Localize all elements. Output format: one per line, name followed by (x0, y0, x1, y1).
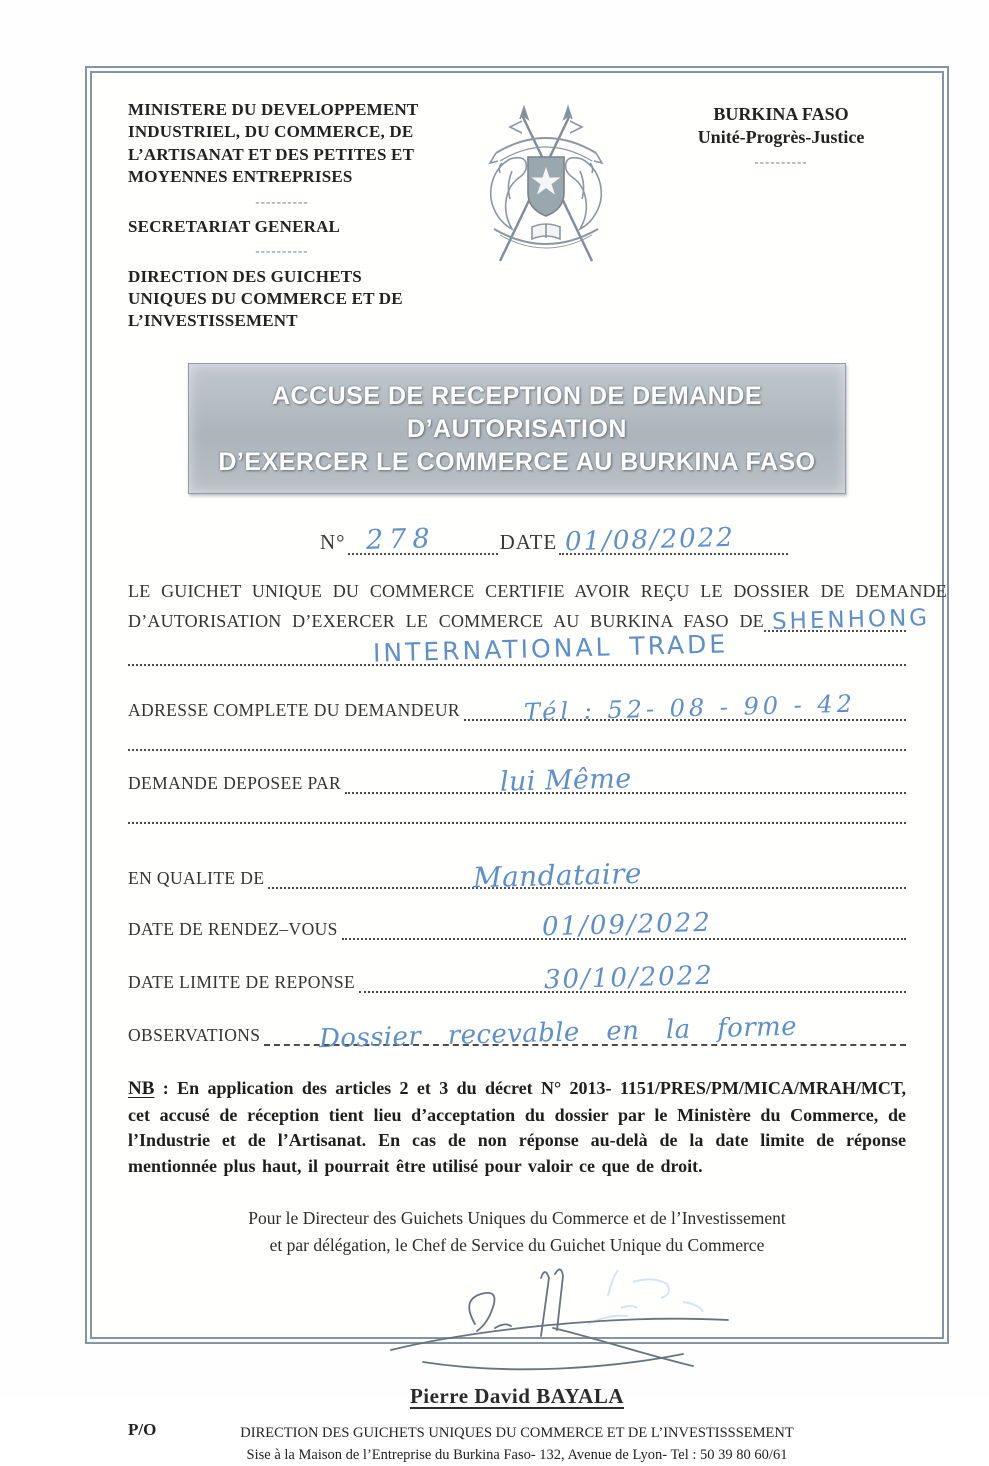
po-initials: P/O (128, 1419, 157, 1439)
field-observations (128, 1011, 906, 1055)
adresse-label: ADRESSE COMPLETE DU DEMANDEUR (128, 699, 460, 720)
numero-dotted-line (348, 522, 498, 556)
demande-deposee-label: DEMANDE DEPOSEE PAR (128, 772, 342, 793)
document-content (92, 73, 947, 1463)
adresse-handwritten-value: Tél : 52- 08 - 90 - 42 (523, 689, 857, 727)
ministry-title: MINISTERE DU DEVELOPPEMENT INDUSTRIEL, DU COMMERCE, DE L’ARTISANAT ET DES PETITES ET MOYENNES ENTREPRISES (128, 100, 419, 187)
certify-line-2-text: D’AUTORISATION D’EXERCER LE COMMERCE AU BURKINA FASO DE (128, 610, 764, 631)
demande-deposee-extra-dotted-line (128, 820, 906, 824)
title-banner (188, 363, 846, 494)
direction-title: DIRECTION DES GUICHETS UNIQUES DU COMMERCE ET DE L’INVESTISSEMENT (128, 266, 403, 331)
date-limite-handwritten-value: 30/10/2022 (543, 960, 715, 996)
qualite-handwritten-value: Mandataire (473, 856, 643, 895)
certify-line-2 (128, 604, 931, 635)
company-dotted-line-1 (764, 604, 931, 635)
field-qualite (128, 856, 906, 895)
date-label: DATE (499, 529, 558, 554)
certify-line-1: LE GUICHET UNIQUE DU COMMERCE CERTIFIE AVOIR REÇU LE DOSSIER DE DEMANDE (128, 580, 947, 601)
document-footer (128, 1419, 906, 1466)
signature-zone (128, 1262, 906, 1390)
closing-line-1: Pour le Directeur des Guichets Uniques du Commerce et de l’Investissement (248, 1208, 786, 1229)
closing-block (128, 1205, 906, 1258)
nb-text: : En application des articles 2 et 3 du décret N° 2013- 1151/PRES/PM/MICA/MRAH/MCT, cet accusé de réception tient lieu d’acceptation du dossier par le Ministère du Commerce, de l’Industrie et de l’Artisanat. En cas de non réponse au-delà de la date limite de réponse mentionnée plus haut, il pourrait être utilisé pour valoir ce que de droit. (128, 1077, 906, 1176)
footer-line-2: Sise à la Maison de l’Entreprise du Burkina Faso- 132, Avenue de Lyon- Tel : 50 39 80 60/61 (246, 1446, 788, 1463)
company-name-handwritten-1: SHENHONG (771, 604, 931, 635)
footer-line-1: DIRECTION DES GUICHETS UNIQUES DU COMMERCE ET DE L’INVESTISSSEMENT (240, 1424, 794, 1441)
qualite-dotted-line (268, 856, 906, 895)
certification-paragraph (128, 580, 947, 668)
observations-label: OBSERVATIONS (128, 1024, 261, 1045)
date-dotted-line (559, 522, 788, 558)
dashed-separator: ---------- (255, 243, 309, 259)
banner-line-1: ACCUSE DE RECEPTION DE DEMANDE D’AUTORISATION (271, 381, 763, 443)
company-dotted-line-2 (128, 629, 906, 668)
signer-name: Pierre David BAYALA (409, 1383, 625, 1408)
header-left-block (128, 99, 436, 335)
field-adresse (128, 689, 906, 727)
closing-line-2: et par délégation, le Chef de Service du Guichet Unique du Commerce (269, 1234, 765, 1255)
country-name: BURKINA FASO (713, 104, 849, 124)
field-demande-deposee (128, 763, 906, 798)
header-right-block (656, 99, 906, 177)
document-header (128, 99, 906, 335)
qualite-label: EN QUALITE DE (128, 867, 265, 888)
rendez-vous-handwritten-value: 01/09/2022 (541, 907, 713, 943)
observations-dashed-line (264, 1011, 906, 1055)
reference-line (318, 522, 788, 558)
rendez-vous-label: DATE DE RENDEZ–VOUS (128, 918, 338, 939)
numero-label: N° (320, 529, 346, 554)
coat-of-arms-icon (466, 101, 626, 271)
adresse-extra-dotted-line (128, 747, 906, 751)
signature-icon (383, 1262, 743, 1390)
nb-label: NB (128, 1077, 155, 1099)
document-border-frame (85, 66, 949, 1463)
coat-of-arms (466, 101, 626, 276)
country-motto: Unité-Progrès-Justice (697, 127, 865, 148)
adresse-dotted-line (464, 689, 906, 727)
company-name-handwritten-2: INTERNATIONAL TRADE (372, 629, 729, 668)
observations-handwritten-value: Dossier recevable en la forme (319, 1011, 798, 1055)
banner-line-2: D’EXERCER LE COMMERCE AU BURKINA FASO (218, 447, 816, 476)
date-handwritten-value: 01/08/2022 (564, 522, 736, 558)
dashed-separator: ---------- (754, 153, 808, 169)
date-limite-label: DATE LIMITE DE REPONSE (128, 971, 356, 992)
demande-deposee-handwritten-value: lui Même (499, 763, 633, 798)
secretariat-title: SECRETARIAT GENERAL (128, 216, 341, 236)
nb-paragraph (128, 1076, 906, 1180)
field-rendez-vous (128, 907, 906, 943)
date-limite-dotted-line (359, 960, 906, 996)
rendez-vous-dotted-line (342, 907, 906, 943)
demande-deposee-dotted-line (345, 763, 906, 798)
dashed-separator: ---------- (255, 193, 309, 209)
field-date-limite (128, 960, 906, 996)
numero-handwritten-value: 278 (365, 522, 436, 556)
